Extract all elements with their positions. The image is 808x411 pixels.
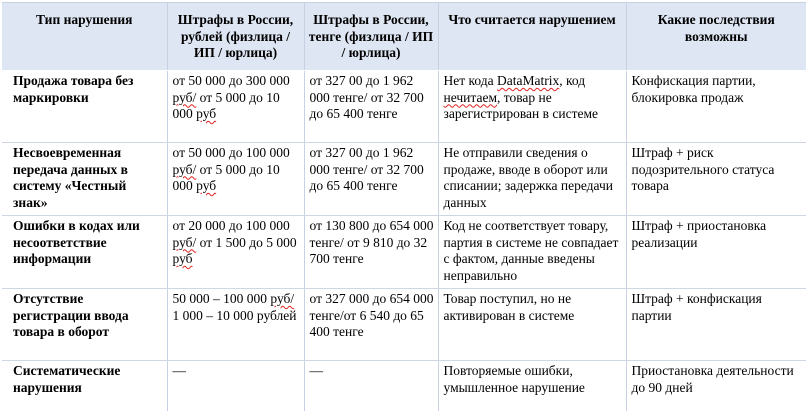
violation-description: Код не соответствует товару, партия в системе не совпадает с фактом, данные введены неправильно [438,216,626,289]
spellcheck-mark: руб [172,251,193,266]
fine-rub: от 50 000 до 100 000 руб/ от 5 000 до 10 000 руб [167,143,304,216]
fine-rub: 50 000 – 100 000 руб/ 1 000 – 10 000 рублей [167,289,304,361]
spellcheck-mark: руб/ [172,89,197,105]
header-consequences: Какие последствия возможны [626,3,806,71]
fine-kzt: от 327 000 до 654 000 тенге/от 6 540 до 65 400 тенге [304,289,438,361]
violation-name: Систематические нарушения [13,363,121,395]
fine-kzt: от 327 00 до 1 962 000 тенге/ от 32 700 до 65 400 тенге [304,71,438,143]
consequences: Штраф + приостановка реализации [626,216,806,289]
violation-name: Несвоевременная передача данных в систему «Честный знак» [2,143,167,216]
header-what-counts: Что считается нарушением [438,3,626,71]
table-row [2,289,806,361]
header-fines-rub: Штрафы в России, рублей (физлица / ИП / юрлица) [167,3,304,71]
spellcheck-mark: руб [196,178,217,193]
spellcheck-mark: руб/ [172,234,197,250]
header-violation-type: Тип нарушения [2,3,167,71]
header-row [2,3,806,71]
table-row [2,216,806,289]
consequences: Штраф + риск подозрительного статуса товара [626,143,806,216]
consequences: Приостановка деятельности до 90 дней [626,361,806,411]
violation-name: Ошибки в кодах или несоответствие информации [2,216,167,289]
consequences: Конфискация партии, блокировка продаж [626,71,806,143]
fine-rub: — [167,361,304,411]
fine-kzt: — [304,361,438,411]
table-row [2,143,806,216]
consequences: Штраф + конфискация партии [626,289,806,361]
fines-table [2,2,806,411]
spellcheck-mark: нечитаем [443,89,497,105]
spellcheck-mark: руб [196,106,217,121]
table-row [2,361,806,411]
spellcheck-mark: руб/ [270,291,295,306]
violation-description: Повторяемые ошибки, умышленное нарушение [438,361,626,411]
violation-description: Товар поступил, но не активирован в системе [438,289,626,361]
violation-description: Не отправили сведения о продаже, вводе в оборот или списании; задержка передачи данных [438,143,626,216]
fine-kzt: от 130 800 до 654 000 тенге/ от 9 810 до 32 700 тенге [304,216,438,289]
violation-description: Нет кода DataMatrix, код нечитаем, товар не зарегистрирован в системе [438,71,626,143]
violation-name: Продажа товара без маркировки [2,71,167,143]
fine-kzt: от 327 00 до 1 962 000 тенге/ от 32 700 до 65 400 тенге [304,143,438,216]
violation-name: Отсутствие регистрации ввода товара в оборот [2,289,167,361]
spellcheck-mark: руб/ [172,161,197,177]
fine-rub: от 50 000 до 300 000 руб/ от 5 000 до 10 000 руб [167,71,304,143]
fine-rub: от 20 000 до 100 000 руб/ от 1 500 до 5 000 руб [167,216,304,289]
table-row [2,71,806,143]
spellcheck-mark: DataMatrix [497,73,560,88]
header-fines-kzt: Штрафы в России, тенге (физлица / ИП / юрлица) [304,3,438,71]
